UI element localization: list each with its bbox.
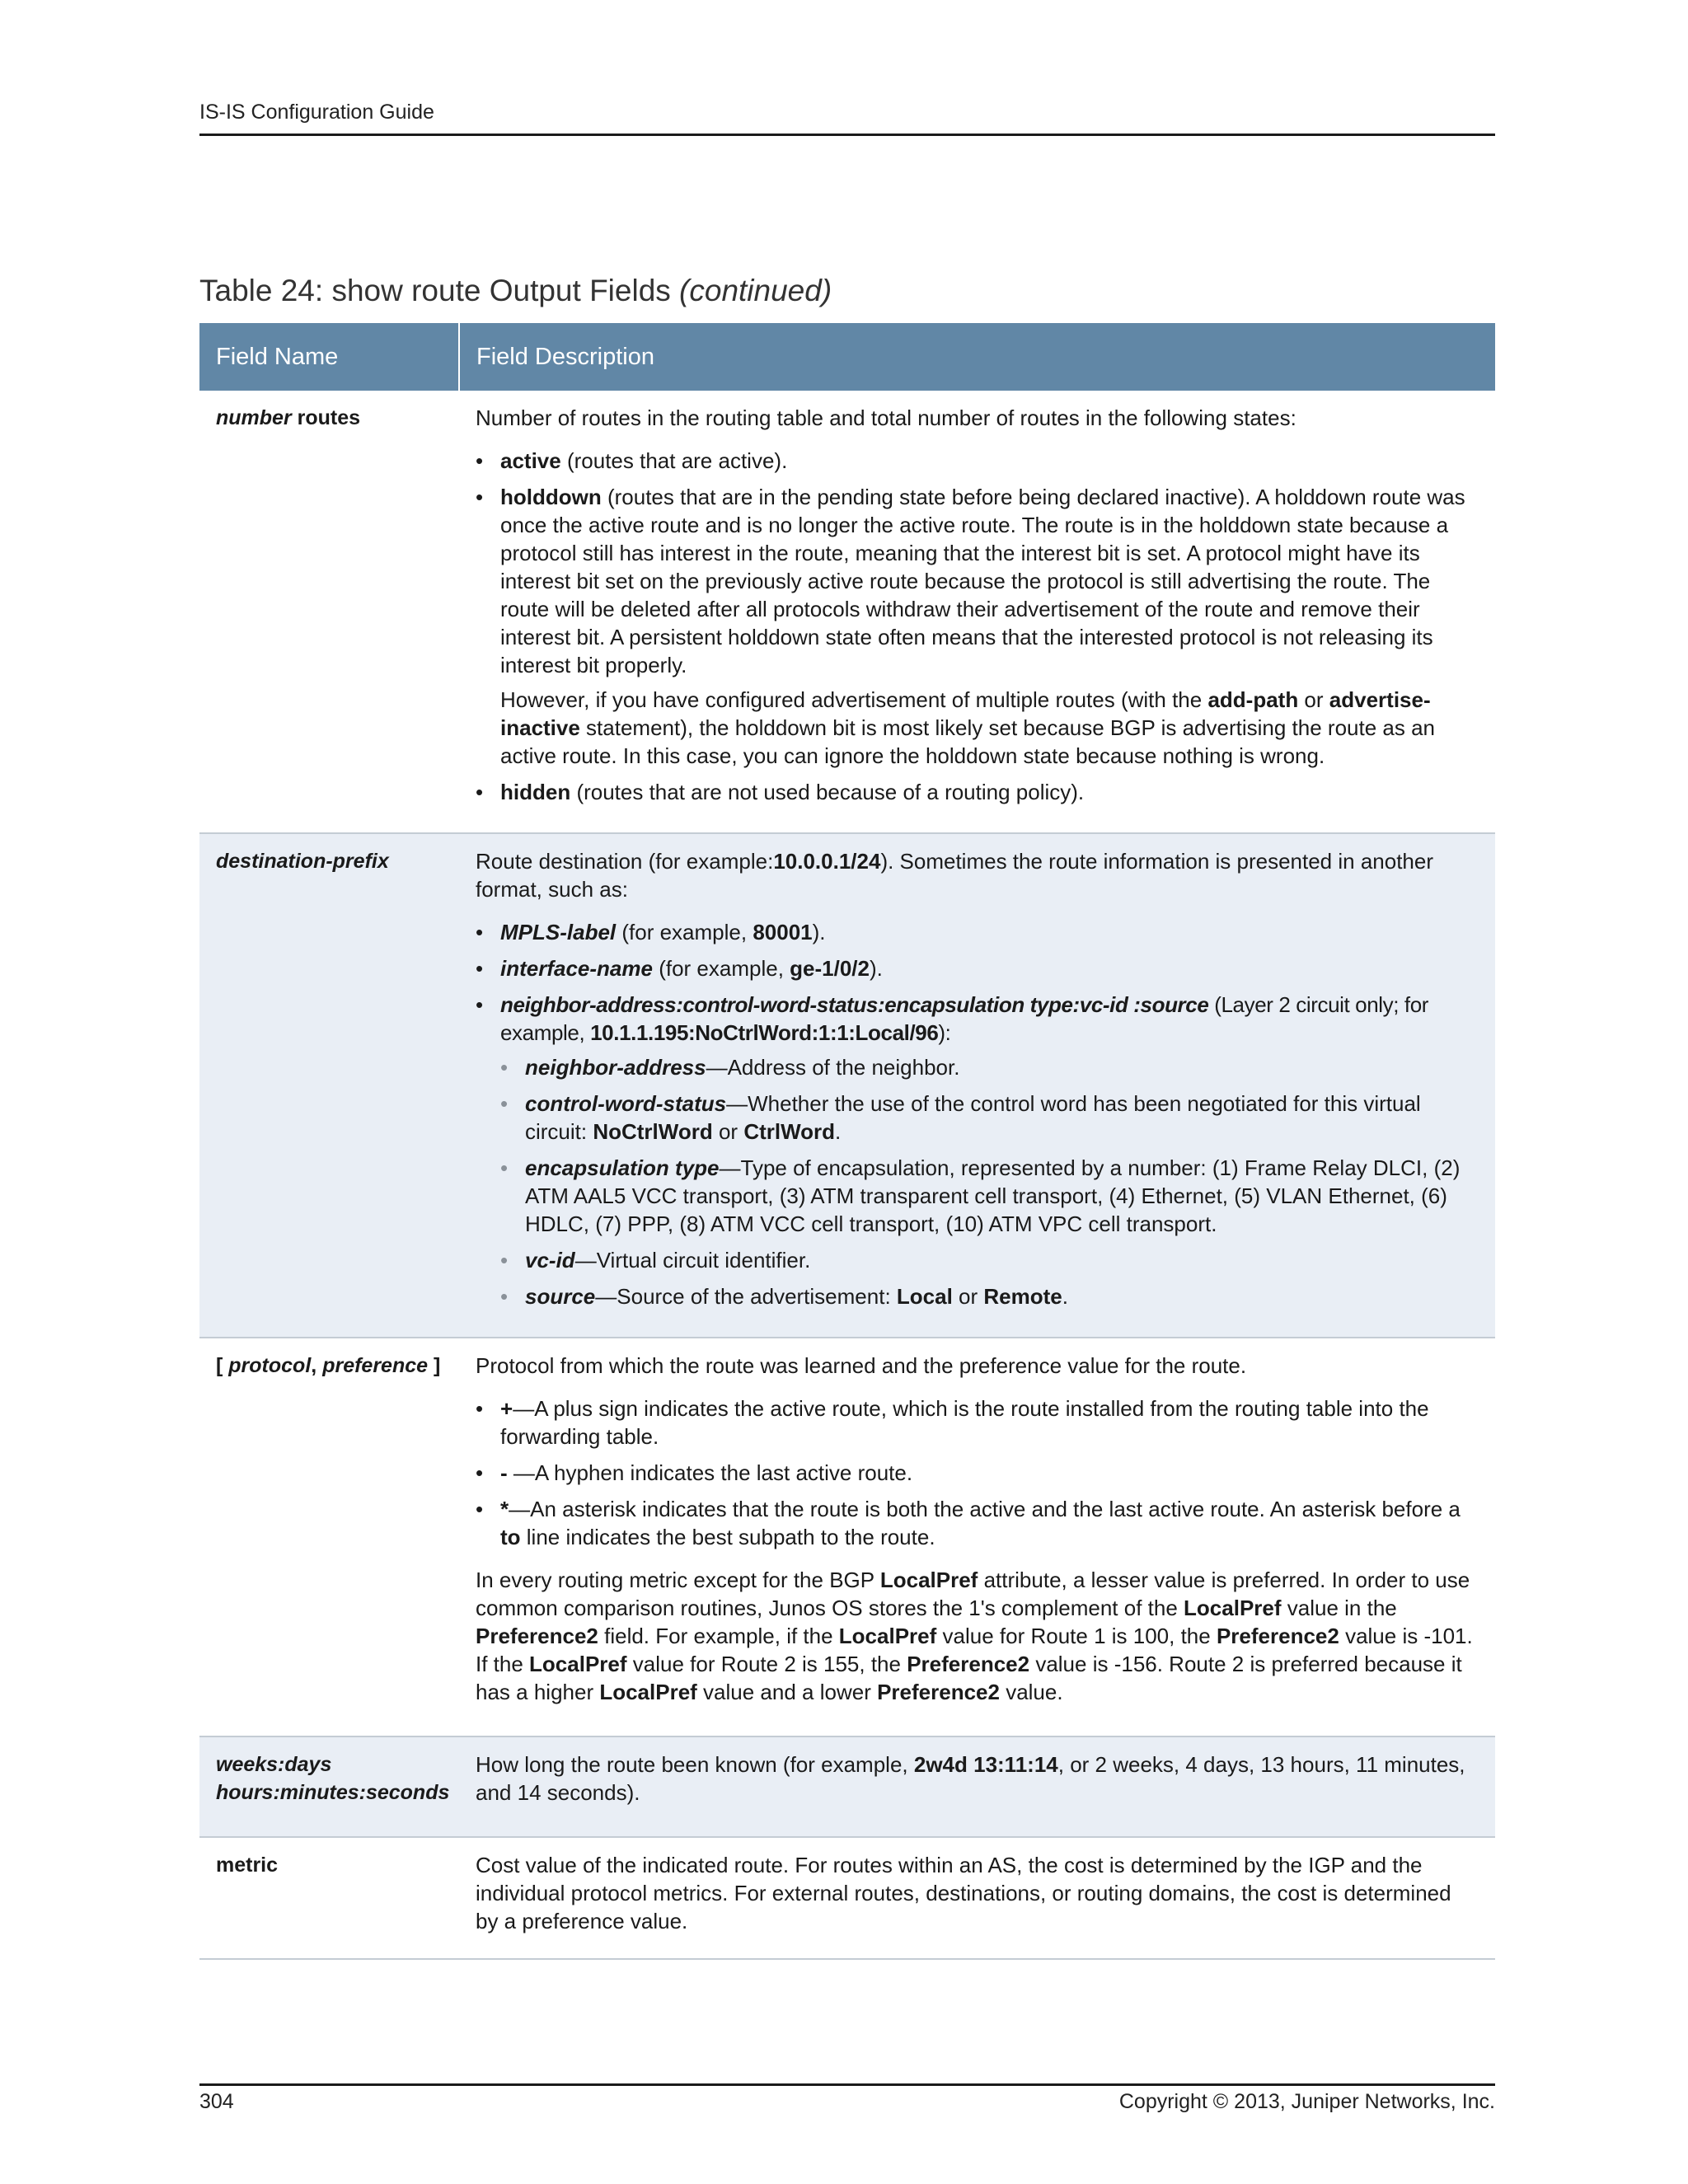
value-remote: Remote xyxy=(983,1284,1062,1309)
para-text: value for Route 2 is 155, the xyxy=(626,1652,907,1676)
note-text: or xyxy=(1298,687,1329,712)
field-description-protocol-preference xyxy=(459,1338,1495,1736)
para-text: value is -101. If the xyxy=(476,1624,1473,1676)
term-interface-name: interface-name xyxy=(500,956,653,981)
field-name-italic: weeks:days xyxy=(216,1753,332,1776)
item-text: . xyxy=(1062,1284,1068,1309)
route-markers-list xyxy=(476,1394,1479,1551)
field-name-protocol-preference xyxy=(199,1338,459,1736)
description-intro: Protocol from which the route was learned and the preference value for the route. xyxy=(476,1353,1247,1378)
term-preference2: Preference2 xyxy=(877,1680,1000,1704)
text-hidden: (routes that are not used because of a routing policy). xyxy=(570,780,1085,804)
item-text: (Layer 2 circuit only; for example, xyxy=(500,992,1429,1045)
separator: , xyxy=(311,1354,323,1377)
term-hyphen: - xyxy=(500,1460,508,1485)
holddown-note xyxy=(500,686,1479,770)
list-item-layer2-circuit xyxy=(500,991,1479,1310)
para-text: value and a lower xyxy=(696,1680,878,1704)
para-text: value for Route 1 is 100, the xyxy=(936,1624,1217,1648)
sub-item-neighbor-address xyxy=(525,1053,1479,1081)
output-fields-table-wrapper xyxy=(199,323,1495,1960)
list-item-active xyxy=(500,447,1479,475)
term-layer2-source: :source xyxy=(1128,992,1209,1017)
column-header-field-description: Field Description xyxy=(459,323,1495,391)
para-text: value in the xyxy=(1281,1596,1397,1620)
table-row-number-routes xyxy=(199,391,1495,833)
para-text: field. For example, if the xyxy=(598,1624,839,1648)
term-control-word-status: control-word-status xyxy=(525,1091,727,1116)
description-intro xyxy=(476,847,1479,903)
item-text: or xyxy=(952,1284,984,1309)
item-text: ): xyxy=(938,1020,951,1045)
route-states-list xyxy=(476,447,1479,806)
field-description-time-known xyxy=(459,1736,1495,1837)
example-value: 10.1.1.195:NoCtrlWord:1:1:Local/96 xyxy=(590,1020,939,1045)
field-description-metric xyxy=(459,1837,1495,1959)
sub-item-control-word-status xyxy=(525,1090,1479,1146)
item-text: —A hyphen indicates the last active route. xyxy=(507,1460,913,1485)
sub-item-vc-id xyxy=(525,1246,1479,1274)
field-description-number-routes xyxy=(459,391,1495,833)
term-vc-id: vc-id xyxy=(525,1248,575,1272)
value-noctrlword: NoCtrlWord xyxy=(593,1119,713,1144)
term-hidden: hidden xyxy=(500,780,571,804)
table-row-metric xyxy=(199,1837,1495,1959)
prefix-formats-list xyxy=(476,918,1479,1310)
item-text: ). xyxy=(869,956,883,981)
note-text: statement), the holddown bit is most likely set because BGP is advertising the route as an active route. In this case, you can ignore the holddown state because nothing is wrong. xyxy=(500,715,1435,768)
table-row-time-known xyxy=(199,1736,1495,1837)
table-header-row xyxy=(199,323,1495,391)
item-text: or xyxy=(712,1119,744,1144)
field-name-metric: metric xyxy=(199,1837,459,1959)
term-localpref: LocalPref xyxy=(879,1568,978,1592)
field-name-number-routes xyxy=(199,391,459,833)
term-localpref: LocalPref xyxy=(599,1680,697,1704)
table-title-text: Table 24: show route Output Fields xyxy=(199,274,671,307)
example-value: 80001 xyxy=(753,920,813,944)
term-asterisk: * xyxy=(500,1497,509,1521)
term-encapsulation-type: encapsulation type xyxy=(525,1155,720,1180)
field-description-destination-prefix xyxy=(459,833,1495,1338)
item-text: —Whether the use of the control word has been negotiated for this virtual circuit: xyxy=(525,1091,1421,1144)
list-item-mpls-label xyxy=(500,918,1479,946)
desc-text: , or 2 weeks, 4 days, 13 hours, 11 minutes, and 14 seconds). xyxy=(476,1752,1465,1805)
term-localpref: LocalPref xyxy=(838,1624,937,1648)
item-text: —Virtual circuit identifier. xyxy=(574,1248,811,1272)
note-text: However, if you have configured advertisement of multiple routes (with the xyxy=(500,687,1208,712)
intro-text: Route destination (for example: xyxy=(476,849,774,874)
table-row-protocol-preference xyxy=(199,1338,1495,1736)
footer-rule xyxy=(199,2083,1495,2086)
desc-text: How long the route been known (for example, xyxy=(476,1752,914,1777)
term-preference2: Preference2 xyxy=(476,1624,598,1648)
description-text xyxy=(476,1750,1479,1807)
list-item-hidden xyxy=(500,778,1479,806)
term-plus: + xyxy=(500,1396,513,1421)
term-add-path: add-path xyxy=(1207,687,1299,712)
para-text: value is -156. Route 2 is preferred because it has a higher xyxy=(476,1652,1462,1704)
field-name-italic: number xyxy=(216,406,292,429)
description-text: Cost value of the indicated route. For routes within an AS, the cost is determined by the IGP and the individual protocol metrics. For external routes, destinations, or routing domains, the cost is determined by a preference value. xyxy=(476,1853,1451,1933)
bracket: [ xyxy=(216,1354,229,1377)
field-name-destination-prefix xyxy=(199,833,459,1338)
term-localpref: LocalPref xyxy=(1184,1596,1282,1620)
table-row-destination-prefix xyxy=(199,833,1495,1338)
list-item-interface-name xyxy=(500,954,1479,982)
field-name-text: routes xyxy=(291,406,361,429)
header-rule xyxy=(199,134,1495,136)
term-localpref: LocalPref xyxy=(529,1652,627,1676)
field-name-italic: preference xyxy=(322,1354,429,1377)
description-intro: Number of routes in the routing table and total number of routes in the following states: xyxy=(476,405,1296,430)
table-title xyxy=(199,274,1495,308)
item-text: —An asterisk indicates that the route is both the active and the last active route. An asterisk before a xyxy=(509,1497,1461,1521)
column-header-field-name: Field Name xyxy=(199,323,459,391)
intro-text: ). Sometimes the route information is presented in another format, such as: xyxy=(476,849,1434,902)
text-holddown: (routes that are in the pending state before being declared inactive). A holddown route was once the active route and is no longer the active route. The route is in the holddown state because a protocol still has interest in the route, meaning that the interest bit is set. A protocol might have its interest bit set on the previously active route because the protocol is still advertising the route. The route will be deleted after all protocols withdraw their advertisement of the route and remove their interest bit. A persistent holddown state often means that the interested protocol is not releasing its interest bit properly. xyxy=(500,485,1465,677)
example-value: 2w4d 13:11:14 xyxy=(913,1752,1058,1777)
term-mpls-label: MPLS-label xyxy=(500,920,617,944)
term-active: active xyxy=(500,448,561,473)
field-name-italic: hours:minutes:seconds xyxy=(216,1781,450,1804)
term-layer2-format: neighbor-address:control-word-status:encapsulation type:vc-id xyxy=(500,992,1128,1017)
para-text: In every routing metric except for the BGP xyxy=(476,1568,880,1592)
value-local: Local xyxy=(896,1284,953,1309)
bracket: ] xyxy=(428,1354,441,1377)
output-fields-table xyxy=(199,323,1495,1960)
para-text: attribute, a lesser value is preferred. In order to use common comparison routines, Junos OS stores the 1's complement of the xyxy=(476,1568,1470,1620)
item-text: —Source of the advertisement: xyxy=(595,1284,897,1309)
page-number: 304 xyxy=(199,2090,234,2113)
item-text: —Address of the neighbor. xyxy=(706,1055,960,1080)
para-text: value. xyxy=(999,1680,1063,1704)
sub-item-encapsulation-type xyxy=(525,1154,1479,1238)
text-active: (routes that are active). xyxy=(560,448,788,473)
layer2-components-list xyxy=(500,1053,1479,1310)
value-ctrlword: CtrlWord xyxy=(743,1119,836,1144)
sub-item-source xyxy=(525,1282,1479,1310)
list-item-plus xyxy=(500,1394,1479,1451)
term-neighbor-address: neighbor-address xyxy=(525,1055,706,1080)
term-source: source xyxy=(525,1284,596,1309)
example-value: 10.0.0.1/24 xyxy=(773,849,881,874)
item-text: (for example, xyxy=(652,956,790,981)
term-advertise-inactive: advertise-inactive xyxy=(500,687,1431,740)
term-to: to xyxy=(500,1525,521,1549)
list-item-asterisk xyxy=(500,1495,1479,1551)
term-holddown: holddown xyxy=(500,485,602,509)
item-text: —Type of encapsulation, represented by a number: (1) Frame Relay DLCI, (2) ATM AAL5 VCC transport, (3) ATM transparent cell transport, (4) Ethernet, (5) VLAN Ethernet, (6) HDLC, (7) PPP, (8) ATM VCC cell transport, (10) ATM VPC cell transport. xyxy=(525,1155,1461,1236)
field-name-italic: protocol xyxy=(228,1354,312,1377)
localpref-paragraph xyxy=(476,1566,1479,1706)
item-text: ). xyxy=(812,920,826,944)
running-header: IS-IS Configuration Guide xyxy=(199,101,434,124)
item-text: . xyxy=(835,1119,842,1144)
table-title-continued: (continued) xyxy=(679,274,832,307)
term-preference2: Preference2 xyxy=(1216,1624,1339,1648)
field-name-time-known xyxy=(199,1736,459,1837)
item-text: —A plus sign indicates the active route, which is the route installed from the routing table into the forwarding table. xyxy=(500,1396,1429,1449)
list-item-hyphen xyxy=(500,1459,1479,1487)
term-preference2: Preference2 xyxy=(907,1652,1030,1676)
example-value: ge-1/0/2 xyxy=(790,956,870,981)
item-text: line indicates the best subpath to the route. xyxy=(520,1525,935,1549)
item-text: (for example, xyxy=(616,920,753,944)
list-item-holddown xyxy=(500,483,1479,770)
copyright-notice: Copyright © 2013, Juniper Networks, Inc. xyxy=(1118,2090,1495,2113)
field-name-italic: destination-prefix xyxy=(216,850,389,873)
